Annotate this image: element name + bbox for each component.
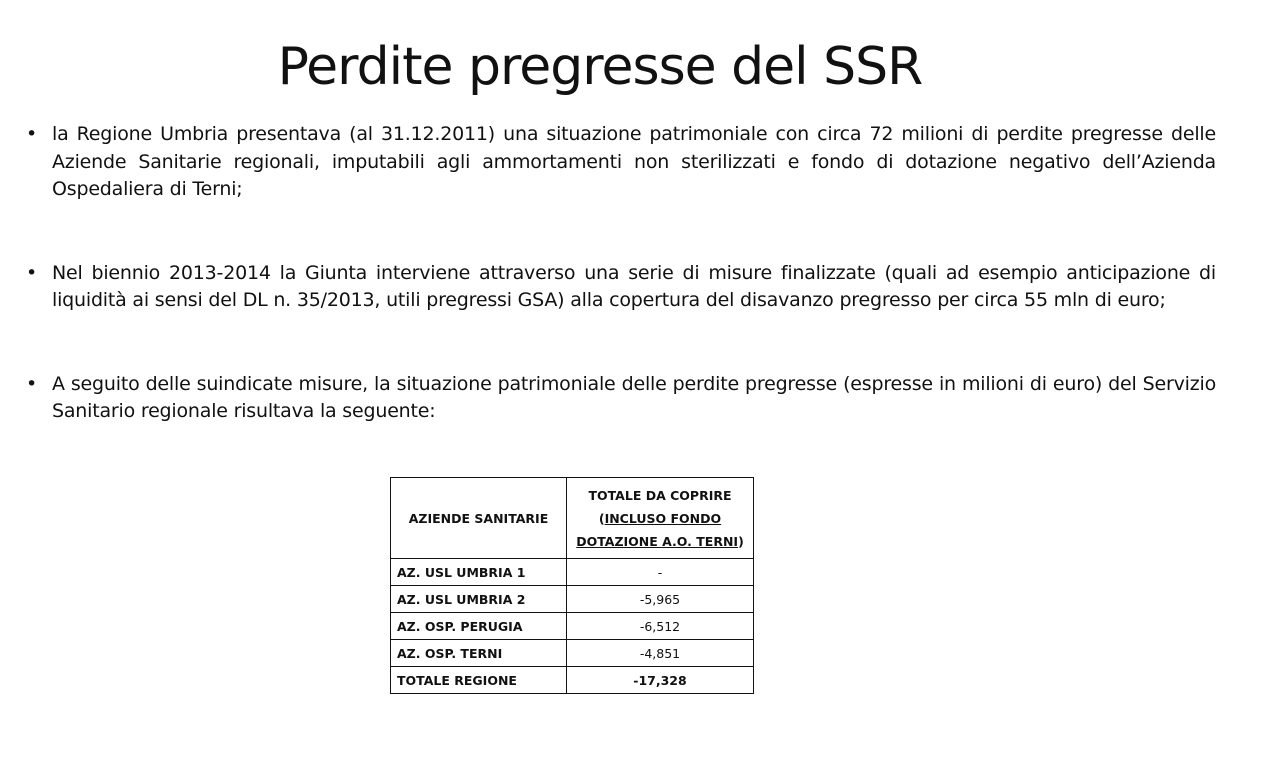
bullet-text: la Regione Umbria presentava (al 31.12.2011) una situazione patrimoniale con circa 72 milioni di perdite pregresse delle Aziende Sanitarie regionali, imputabili agli ammortamenti non sterilizzati e fondo di dotazione negativo dell’Azienda Ospedaliera di Terni; (52, 123, 1216, 200)
row-name: AZ. OSP. PERUGIA (391, 613, 567, 640)
bullet-item (24, 260, 1216, 315)
row-value: -4,851 (567, 640, 754, 667)
bullet-list (24, 121, 1216, 426)
bullet-marker: • (26, 123, 38, 145)
row-value: -5,965 (567, 586, 754, 613)
row-value: -6,512 (567, 613, 754, 640)
bullet-marker: • (26, 372, 38, 395)
losses-table (390, 477, 754, 694)
header-paren-close: ) (738, 533, 744, 549)
bullet-text: Nel biennio 2013-2014 la Giunta interviene attraverso una serie di misure finalizzate (quali ad esempio anticipazione di liquidità ai sensi del DL n. 35/2013, utili pregressi GSA) alla copertura del disavanzo pregresso per circa 55 mln di euro; (52, 261, 1216, 311)
table-row (391, 559, 754, 586)
slide-title: Perdite pregresse del SSR (277, 37, 923, 97)
header-paren-open: ( (598, 510, 605, 526)
table-row (391, 586, 754, 613)
total-row-value: -17,328 (567, 667, 754, 694)
table-total-row (391, 667, 754, 694)
row-name: AZ. USL UMBRIA 1 (391, 559, 567, 586)
header-totale-da-coprire (567, 478, 754, 559)
bullet-marker: • (26, 261, 38, 284)
bullet-text: A seguito delle suindicate misure, la situazione patrimoniale delle perdite pregresse (espresse in milioni di euro) del Servizio Sanitario regionale risultava la seguente: (52, 372, 1216, 422)
bullet-item (24, 121, 1216, 204)
header-line-2: INCLUSO FONDO (604, 510, 722, 526)
header-line-1: TOTALE DA COPRIRE (588, 487, 732, 503)
bullet-item (24, 371, 1216, 426)
header-line-3: DOTAZIONE A.O. TERNI (576, 533, 739, 549)
table-row (391, 640, 754, 667)
row-name: AZ. USL UMBRIA 2 (391, 586, 567, 613)
table-container (390, 477, 754, 694)
table-row (391, 613, 754, 640)
row-name: AZ. OSP. TERNI (391, 640, 567, 667)
total-row-name: TOTALE REGIONE (391, 667, 567, 694)
table-header-row (391, 478, 754, 559)
row-value: - (567, 559, 754, 586)
header-aziende-sanitarie: AZIENDE SANITARIE (391, 478, 567, 559)
